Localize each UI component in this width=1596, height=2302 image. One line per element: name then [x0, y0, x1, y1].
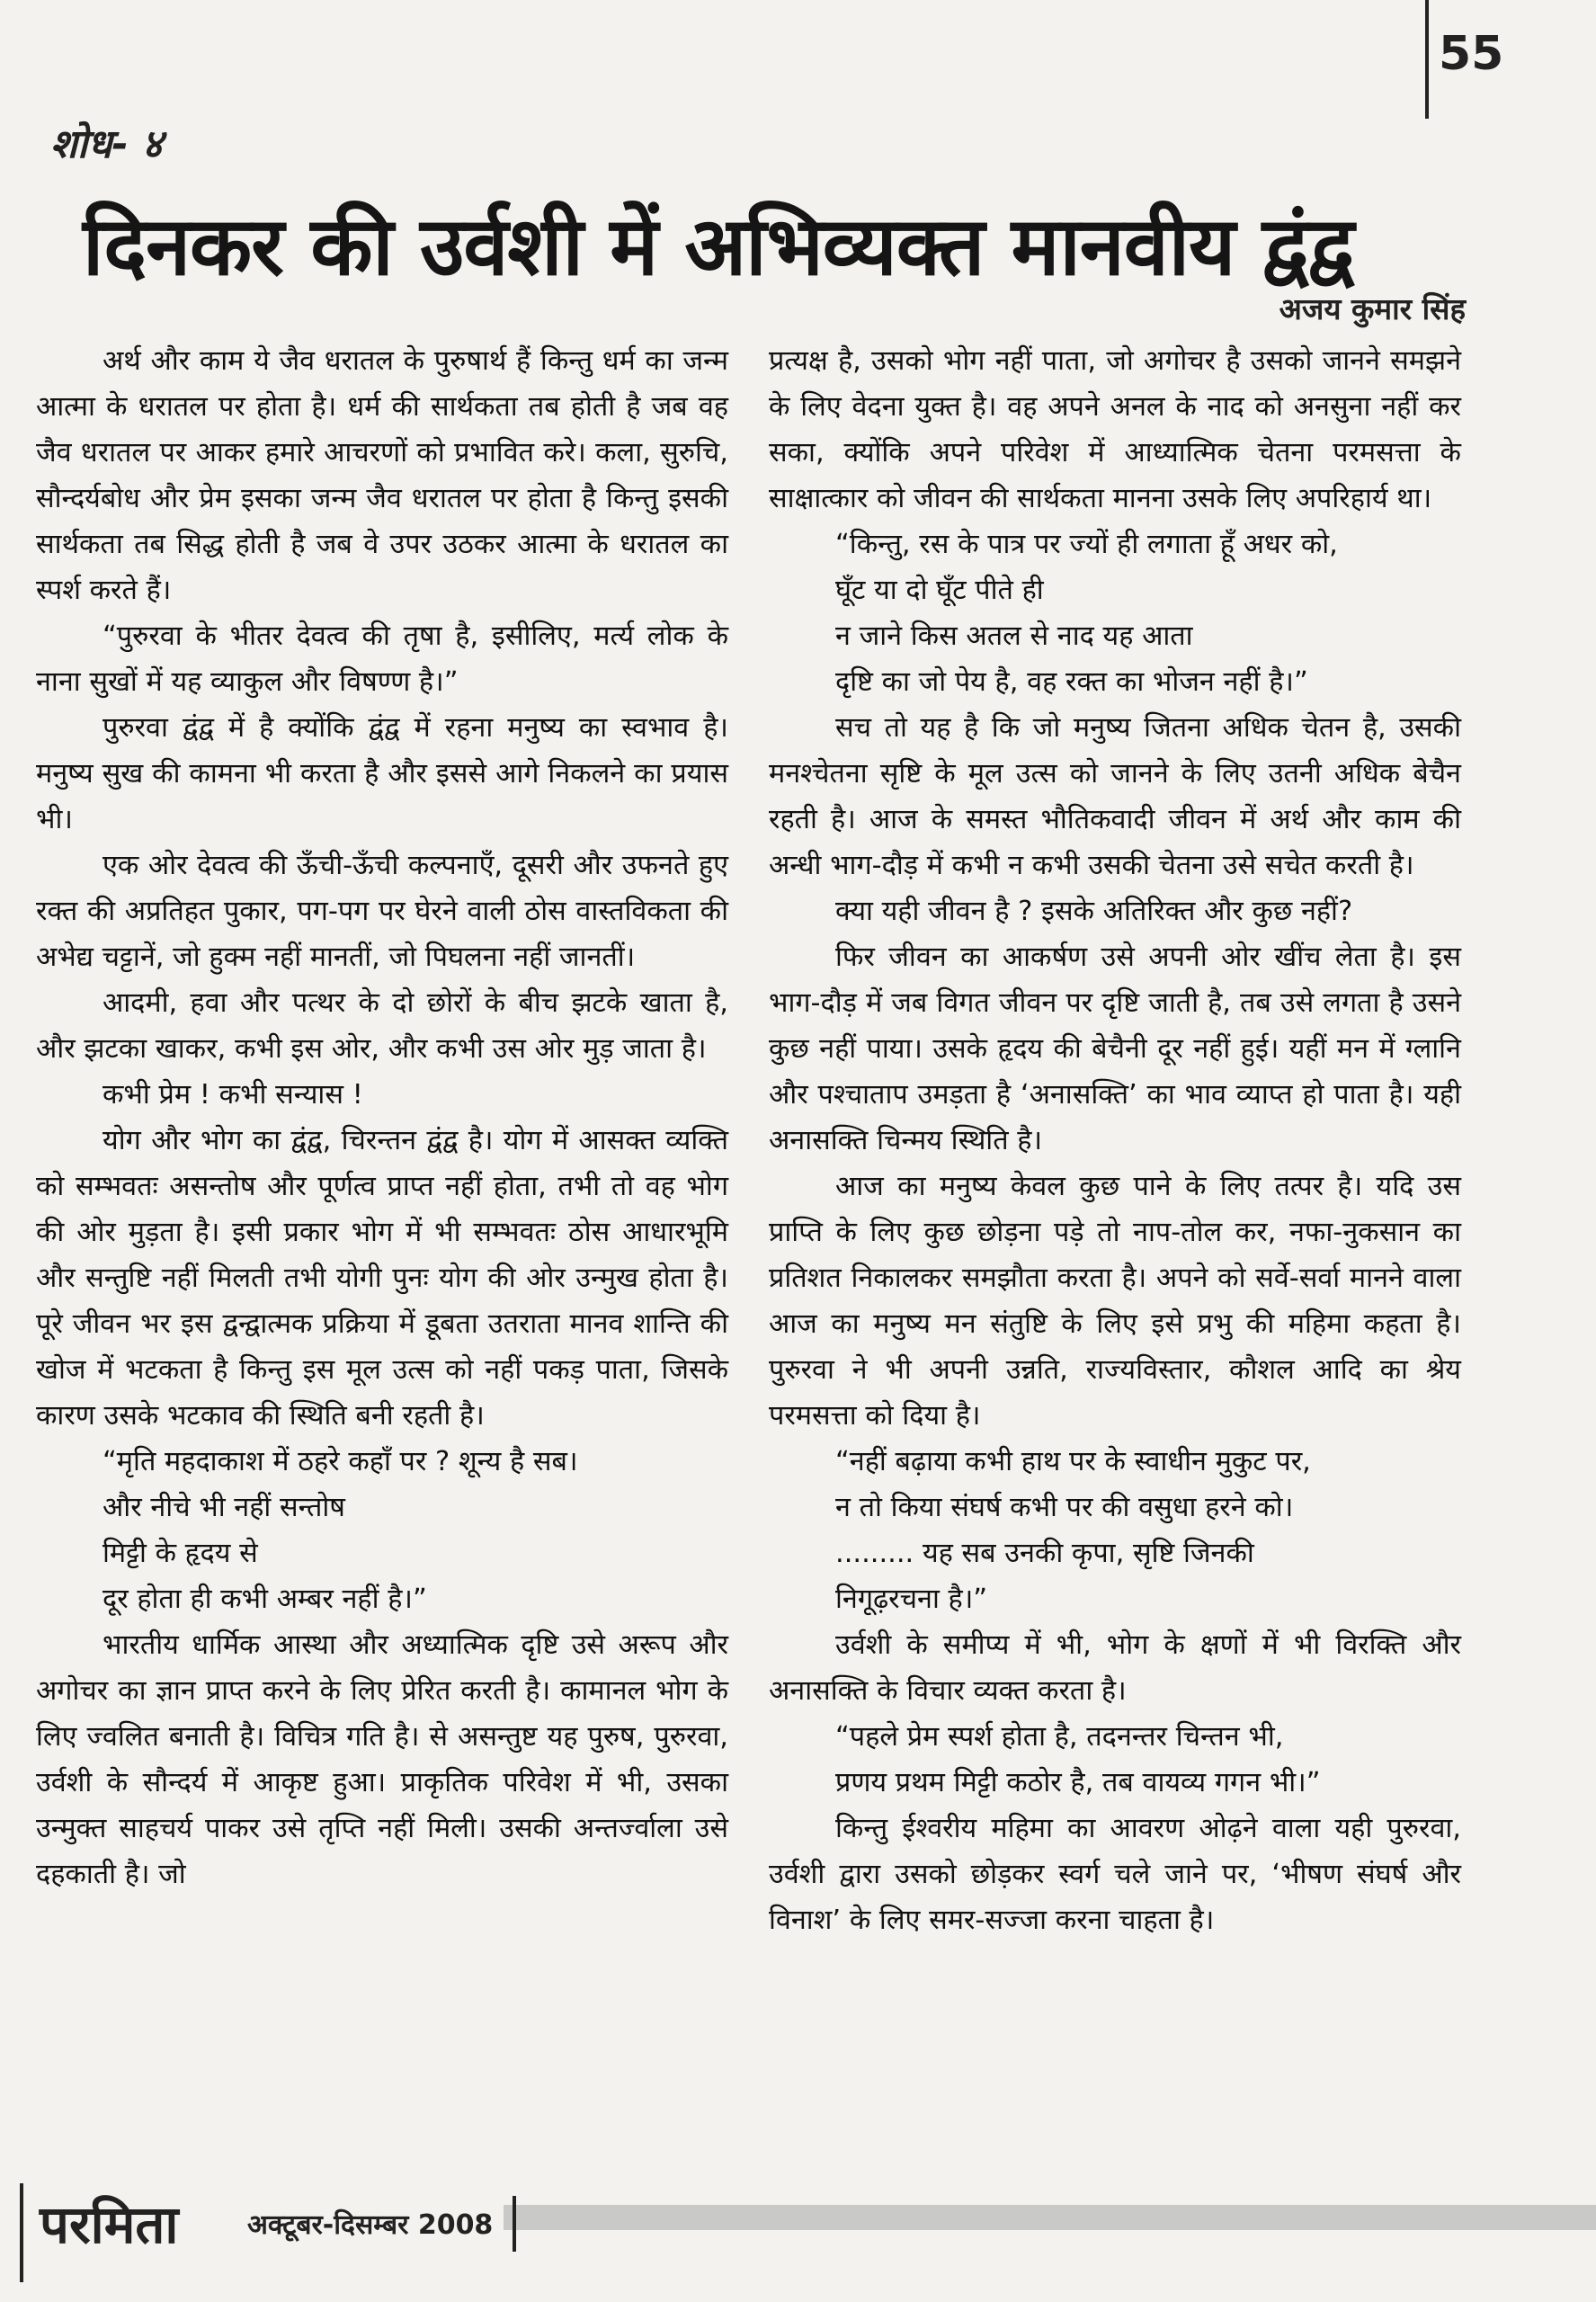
poem-line: प्रणय प्रथम मिट्टी कठोर है, तब वायव्य गगन भी।” — [835, 1767, 1321, 1798]
paragraph: आज का मनुष्य केवल कुछ पाने के लिए तत्पर है। यदि उस प्राप्ति के लिए कुछ छोड़ना पड़े तो नाप-तोल कर, नफा-नुकसान का प्रतिशत निकालकर समझौता करता है। अपने को सर्वे-सर्वा मानने वाला आज का मनुष्य मन संतुष्टि के लिए इसे प्रभु की महिमा कहता है। पुरुरवा ने भी अपनी उन्नति, राज्यविस्तार, कौशल आदि का श्रेय परमसत्ता को दिया है। — [769, 1171, 1461, 1432]
poem-quote — [769, 522, 1461, 705]
paragraph: सच तो यह है कि जो मनुष्य जितना अधिक चेतन है, उसकी मनश्चेतना सृष्टि के मूल उत्स को जानने के लिए उतनी अधिक बेचैन रहती है। आज के समस्त भौतिकवादी जीवन में अर्थ और काम की अन्धी भाग-दौड़ में कभी न कभी उसकी चेतना उसे सचेत करती है। — [769, 712, 1461, 881]
paragraph: कभी प्रेम ! कभी सन्यास ! — [103, 1079, 363, 1111]
poem-line: निगूढ़रचना है।” — [835, 1584, 988, 1615]
poem-line: दृष्टि का जो पेय है, वह रक्त का भोजन नहीं है।” — [835, 666, 1308, 698]
paragraph: प्रत्यक्ष है, उसको भोग नहीं पाता, जो अगोचर है उसको जानने समझने के लिए वेदना युक्त है। वह अपने अनल के नाद को अनसुना नहीं कर सका, क्योंकि अपने परिवेश में आध्यात्मिक चेतना परमसत्ता के साक्षात्कार को जीवन की सार्थकता मानना उसके लिए अपरिहार्य था। — [769, 345, 1461, 514]
paragraph: भारतीय धार्मिक आस्था और अध्यात्मिक दृष्टि उसे अरूप और अगोचर का ज्ञान प्राप्त करने के लिए प्रेरित करती है। कामानल भोग के लिए ज्वलित बनाती है। विचित्र गति है। से असन्तुष्ट यह पुरुष, पुरुरवा, उर्वशी के सौन्दर्य में आकृष्ट हुआ। प्राकृतिक परिवेश में भी, उसका उन्मुक्त साहचर्य पाकर उसे तृप्ति नहीं मिली। उसकी अन्तर्ज्वाला उसे दहकाती है। जो — [36, 1629, 728, 1890]
right-column — [769, 338, 1461, 1943]
paragraph: फिर जीवन का आकर्षण उसे अपनी ओर खींच लेता है। इस भाग-दौड़ में जब विगत जीवन पर दृष्टि जाती है, तब उसे लगता है उसने कुछ नहीं पाया। उसके हृदय की बेचैनी दूर नहीं हुई। यहीं मन में ग्लानि और पश्चाताप उमड़ता है ‘अनासक्ति’ का भाव व्याप्त हो पाता है। यही अनासक्ति चिन्मय स्थिति है। — [769, 941, 1461, 1156]
poem-line: “मृति महदाकाश में ठहरे कहाँ पर ? शून्य है सब। — [103, 1446, 578, 1477]
header-divider — [1425, 0, 1429, 119]
page-footer — [0, 2183, 1596, 2282]
poem-line: “पहले प्रेम स्पर्श होता है, तदनन्तर चिन्तन भी, — [835, 1721, 1284, 1753]
article-author: अजय कुमार सिंह — [1279, 291, 1466, 326]
poem-line: न तो किया संघर्ष कभी पर की वसुधा हरने को। — [835, 1492, 1294, 1523]
poem-quote — [36, 1439, 728, 1622]
quote-paragraph: “पुरुरवा के भीतर देवत्व की तृषा है, इसीलिए, मर्त्य लोक के नाना सुखों में यह व्याकुल और विषण्ण है।” — [36, 620, 728, 698]
section-tag: शोध- ४ — [50, 121, 163, 167]
paragraph: अर्थ और काम ये जैव धरातल के पुरुषार्थ हैं किन्तु धर्म का जन्म आत्मा के धरातल पर होता है। धर्म की सार्थकता तब होती है जब वह जैव धरातल पर आकर हमारे आचरणों को प्रभावित करे। कला, सुरुचि, सौन्दर्यबोध और प्रेम इसका जन्म जैव धरातल पर होता है किन्तु इसकी सार्थकता तब सिद्ध होती है जब वे उपर उठकर आत्मा के धरातल का स्पर्श करते हैं। — [36, 345, 728, 606]
paragraph: योग और भोग का द्वंद्व, चिरन्तन द्वंद्व है। योग में आसक्त व्यक्ति को सम्भवतः असन्तोष और पूर्णत्व प्राप्त नहीं होता, तभी तो वह भोग की ओर मुड़ता है। इसी प्रकार भोग में भी सम्भवतः ठोस आधारभूमि और सन्तुष्टि नहीं मिलती तभी योगी पुनः योग की ओर उन्मुख होता है। पूरे जीवन भर इस द्वन्द्वात्मक प्रक्रिया में डूबता उतराता मानव शान्ति की खोज में भटकता है किन्तु इस मूल उत्स को नहीं पकड़ पाता, जिसके कारण उसके भटकाव की स्थिति बनी रहती है। — [36, 1125, 728, 1432]
footer-band — [504, 2205, 1596, 2230]
paragraph: पुरुरवा द्वंद्व में है क्योंकि द्वंद्व में रहना मनुष्य का स्वभाव है। मनुष्य सुख की कामना भी करता है और इससे आगे निकलने का प्रयास भी। — [36, 712, 728, 835]
poem-quote — [769, 1714, 1461, 1806]
poem-line: न जाने किस अतल से नाद यह आता — [835, 620, 1193, 652]
left-column — [36, 338, 728, 1897]
poem-line: मिट्टी के हृदय से — [103, 1538, 258, 1569]
poem-line: “नहीं बढ़ाया कभी हाथ पर के स्वाधीन मुकुट पर, — [835, 1446, 1311, 1477]
paragraph: क्या यही जीवन है ? इसके अतिरिक्त और कुछ नहीं? — [835, 896, 1353, 927]
issue-date: अक्टूबर-दिसम्बर 2008 — [247, 2209, 494, 2241]
page-number: 55 — [1439, 27, 1504, 81]
poem-line: घूँट या दो घूँट पीते ही — [835, 575, 1044, 606]
article-title: दिनकर की उर्वशी में अभिव्यक्त मानवीय द्वंद्व — [83, 200, 1354, 294]
magazine-name: परमिता — [40, 2194, 179, 2255]
paragraph: उर्वशी के समीप्य में भी, भोग के क्षणों में भी विरक्ति और अनासक्ति के विचार व्यक्त करता है। — [769, 1629, 1461, 1707]
poem-quote — [769, 1439, 1461, 1622]
paragraph: किन्तु ईश्वरीय महिमा का आवरण ओढ़ने वाला यही पुरुरवा, उर्वशी द्वारा उसको छोड़कर स्वर्ग चले जाने पर, ‘भीषण संघर्ष और विनाश’ के लिए समर-सज्जा करना चाहता है। — [769, 1813, 1461, 1936]
poem-line: दूर होता ही कभी अम्बर नहीं है।” — [103, 1584, 427, 1615]
poem-line: “किन्तु, रस के पात्र पर ज्यों ही लगाता हूँ अधर को, — [835, 529, 1338, 560]
footer-divider — [513, 2196, 516, 2252]
poem-line: और नीचे भी नहीं सन्तोष — [103, 1492, 345, 1523]
poem-line: ......... यह सब उनकी कृपा, सृष्टि जिनकी — [835, 1538, 1254, 1569]
footer-divider — [20, 2183, 23, 2282]
paragraph: एक ओर देवत्व की ऊँची-ऊँची कल्पनाएँ, दूसरी और उफनते हुए रक्त की अप्रतिहत पुकार, पग-पग पर घेरने वाली ठोस वास्तविकता की अभेद्य चट्टानें, जो हुक्म नहीं मानतीं, जो पिघलना नहीं जानतीं। — [36, 850, 728, 973]
paragraph: आदमी, हवा और पत्थर के दो छोरों के बीच झटके खाता है, और झटका खाकर, कभी इस ओर, और कभी उस ओर मुड़ जाता है। — [36, 987, 728, 1065]
